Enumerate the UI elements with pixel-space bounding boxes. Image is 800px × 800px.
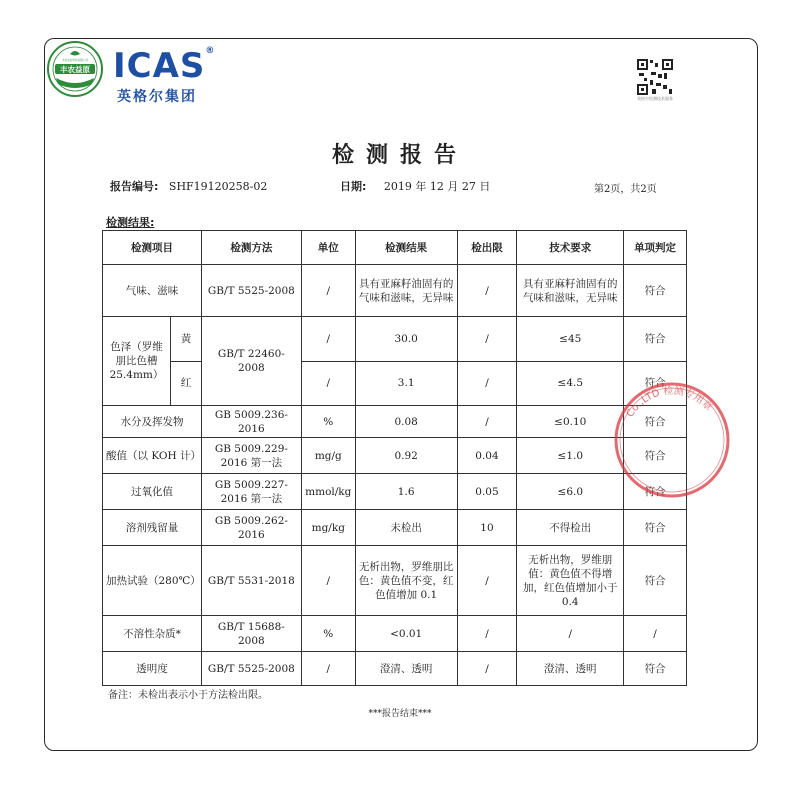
results-table: [102, 230, 687, 686]
cell-judgement: 符合: [624, 546, 687, 616]
cell-item: [103, 317, 202, 406]
cell-unit: /: [301, 546, 355, 616]
cell-limit: /: [457, 616, 517, 652]
cell-result: 0.92: [355, 438, 457, 474]
cell-limit: /: [457, 546, 517, 616]
cell-method: GB/T 5525-2008: [201, 652, 301, 686]
cell-unit: mg/g: [301, 438, 355, 474]
cell-limit: 0.04: [457, 438, 517, 474]
cell-judgement: 符合: [624, 361, 687, 406]
cell-item: 不溶性杂质*: [103, 616, 202, 652]
header-method: 检测方法: [201, 231, 301, 265]
report-number: 报告编号: SHF19120258-02: [110, 180, 268, 193]
footnote: 备注：未检出表示小于方法检出限。: [108, 690, 268, 701]
table-row: [103, 616, 687, 652]
cell-requirement: ≤45: [517, 317, 624, 362]
cell-result: 未检出: [355, 510, 457, 546]
cell-result: 具有亚麻籽油固有的气味和滋味，无异味: [355, 265, 457, 317]
cell-limit: 10: [457, 510, 517, 546]
svg-text:Co.,LTD 检测专用章: Co.,LTD 检测专用章: [624, 385, 715, 420]
cell-item: 加热试验（280℃）: [103, 546, 202, 616]
cell-requirement: 无析出物，罗维朋值：黄色值不得增加，红色值增加小于 0.4: [517, 546, 624, 616]
cell-requirement: ≤4.5: [517, 361, 624, 406]
cell-unit: /: [301, 265, 355, 317]
cell-item: 气味、滋味: [103, 265, 202, 317]
cell-judgement: 符合: [624, 510, 687, 546]
cell-method: GB/T 22460-2008: [201, 317, 301, 406]
table-row: [103, 406, 687, 438]
cell-unit: mmol/kg: [301, 474, 355, 510]
cell-limit: /: [457, 406, 517, 438]
table-row: [103, 317, 687, 362]
cell-limit: 0.05: [457, 474, 517, 510]
cell-judgement: 符合: [624, 438, 687, 474]
cell-result: <0.01: [355, 616, 457, 652]
table-row: [103, 438, 687, 474]
cell-requirement: 不得检出: [517, 510, 624, 546]
header-limit: 检出限: [457, 231, 517, 265]
header-unit: 单位: [301, 231, 355, 265]
cell-judgement: /: [624, 616, 687, 652]
header-item: 检测项目: [103, 231, 202, 265]
cell-item: 酸值（以 KOH 计）: [103, 438, 202, 474]
svg-text:丰农益原: 丰农益原: [60, 65, 90, 74]
cell-requirement: ≤6.0: [517, 474, 624, 510]
cell-item: 水分及挥发物: [103, 406, 202, 438]
cell-unit: mg/kg: [301, 510, 355, 546]
cell-judgement: 符合: [624, 406, 687, 438]
table-row: [103, 265, 687, 317]
cell-judgement: 符合: [624, 474, 687, 510]
cell-requirement: 澄清、透明: [517, 652, 624, 686]
header-judgement: 单项判定: [624, 231, 687, 265]
table-row: [103, 546, 687, 616]
color-yellow-label: 黄: [171, 317, 201, 362]
report-title: 检测报告: [331, 143, 468, 168]
cell-requirement: ≤0.10: [517, 406, 624, 438]
cell-method: GB/T 5525-2008: [201, 265, 301, 317]
cell-item: 透明度: [103, 652, 202, 686]
seal-stamp: [612, 380, 732, 500]
cell-item: 过氧化值: [103, 474, 202, 510]
cell-method: GB 5009.262-2016: [201, 510, 301, 546]
qr-code-icon: [636, 58, 674, 96]
cell-result: 无析出物，罗维朋比色：黄色值不变，红色值增加 0.1: [355, 546, 457, 616]
cell-method: GB/T 15688-2008: [201, 616, 301, 652]
report-end-marker: ***报告结束***: [368, 709, 432, 719]
table-header-row: [103, 231, 687, 265]
cell-method: GB 5009.229-2016 第一法: [201, 438, 301, 474]
cell-judgement: 符合: [624, 317, 687, 362]
cell-result: 0.08: [355, 406, 457, 438]
cell-limit: /: [457, 652, 517, 686]
report-date: 日期: 2019 年 12 月 27 日: [340, 180, 491, 193]
cell-judgement: 符合: [624, 652, 687, 686]
cell-limit: /: [457, 317, 517, 362]
cell-unit: %: [301, 616, 355, 652]
table-row: [103, 652, 687, 686]
fengnong-logo: [46, 40, 104, 98]
cell-unit: /: [301, 652, 355, 686]
section-title: 检测结果:: [106, 216, 155, 229]
cell-result: 澄清、透明: [355, 652, 457, 686]
header-requirement: 技术要求: [517, 231, 624, 265]
color-item-label: 色泽（罗维朋比色槽 25.4mm）: [103, 317, 171, 405]
brand-chinese-name: 英格尔集团: [117, 89, 197, 105]
cell-requirement: ≤1.0: [517, 438, 624, 474]
table-row: [103, 474, 687, 510]
cell-method: GB 5009.236-2016: [201, 406, 301, 438]
cell-unit: /: [301, 317, 355, 362]
cell-requirement: /: [517, 616, 624, 652]
color-red-label: 红: [180, 377, 192, 390]
cell-result: 30.0: [355, 317, 457, 362]
svg-text:丰农农业科技有限公司: 丰农农业科技有限公司: [62, 59, 88, 62]
cell-result: 1.6: [355, 474, 457, 510]
header-result: 检测结果: [355, 231, 457, 265]
cell-result: 3.1: [355, 361, 457, 406]
cell-limit: /: [457, 361, 517, 406]
qr-caption: 英格尔检测技术服务: [637, 96, 673, 101]
cell-item: 溶剂残留量: [103, 510, 202, 546]
table-row: [103, 510, 687, 546]
cell-unit: %: [301, 406, 355, 438]
cell-unit: /: [301, 361, 355, 406]
cell-method: GB 5009.227-2016 第一法: [201, 474, 301, 510]
icas-brand: ICAS®: [113, 46, 216, 86]
cell-method: GB/T 5531-2018: [201, 546, 301, 616]
cell-judgement: 符合: [624, 265, 687, 317]
cell-limit: /: [457, 265, 517, 317]
page-indicator: 第2页，共2页: [594, 184, 657, 195]
cell-requirement: 具有亚麻籽油固有的气味和滋味，无异味: [517, 265, 624, 317]
